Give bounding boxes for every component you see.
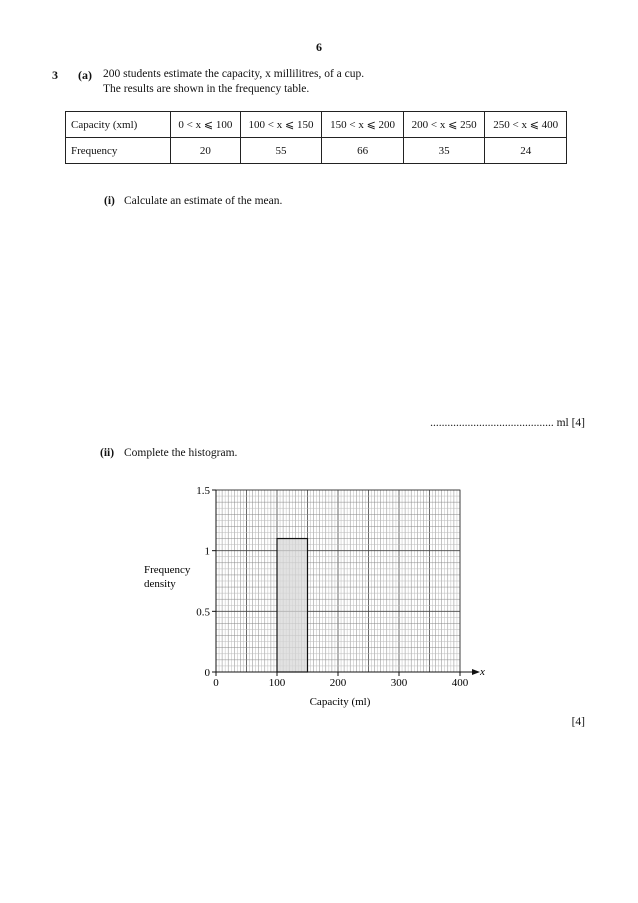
y-tick-label: 1.5 [196,485,210,497]
histogram-bars [277,539,308,672]
table-cell-frequency: 55 [240,138,322,164]
table-cell-frequency: 35 [403,138,485,164]
histogram-grid [216,490,460,672]
y-tick-label: 0.5 [196,606,210,619]
x-tick-label: 300 [390,677,408,689]
x-tick-label: 100 [268,677,286,689]
part-a-label: (a) [78,68,92,82]
x-axis-label: Capacity (ml) [309,696,371,708]
part-ii-label: (ii) [100,447,115,459]
part-ii-text: Complete the histogram. [124,447,238,459]
answer-unit-marks: ml [4] [556,417,585,429]
table-row-header: Capacity (xml) [66,112,171,138]
part-ii-marks: [4] [571,716,585,728]
y-axis-label-line-1: Frequency [144,564,191,576]
question-number: 3 [52,68,58,82]
part-a-line-2: The results are shown in the frequency table. [103,83,310,95]
histogram-bar [277,539,308,672]
page-number: 6 [316,40,322,54]
x-axis-symbol: x [480,666,485,678]
y-tick-label: 1 [204,545,210,558]
table-cell-interval: 200 < x ⩽ 250 [403,112,485,138]
table-cell-frequency: 66 [322,138,404,164]
y-tick-label: 0 [204,667,210,679]
x-tick-label: 400 [451,677,469,689]
x-axis-arrow [472,669,480,675]
table-cell-interval: 250 < x ⩽ 400 [485,112,567,138]
y-axis-label-line-2: density [144,578,176,590]
part-i-text: Calculate an estimate of the mean. [124,195,283,207]
answer-line [430,417,585,429]
table-cell-interval: 0 < x ⩽ 100 [171,112,241,138]
table-row-frequency [66,138,567,164]
x-tick-label: 200 [329,677,347,689]
part-i-label: (i) [104,195,115,207]
table-cell-interval: 100 < x ⩽ 150 [240,112,322,138]
table-cell-frequency: 24 [485,138,567,164]
frequency-table [65,111,567,164]
table-cell-frequency: 20 [171,138,241,164]
table-row-capacity [66,112,567,138]
table-row-header: Frequency [66,138,171,164]
histogram [130,475,510,715]
table-cell-interval: 150 < x ⩽ 200 [322,112,404,138]
part-a-line-1: 200 students estimate the capacity, x millilitres, of a cup. [103,68,365,80]
answer-dots: ........................................... [430,417,554,429]
x-tick-label: 0 [213,677,219,689]
